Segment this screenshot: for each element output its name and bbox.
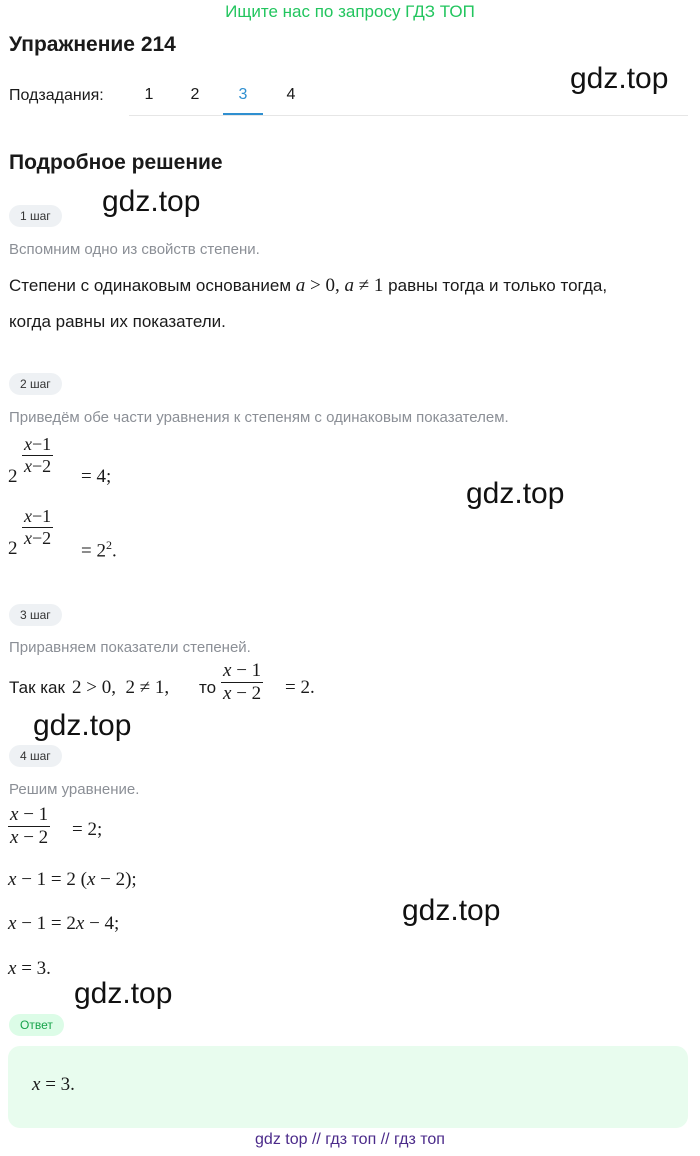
subtask-tab-2[interactable]: 2	[190, 86, 200, 103]
answer-box	[8, 1046, 688, 1128]
answer-badge: Ответ	[9, 1014, 64, 1036]
watermark: gdz.top	[570, 62, 669, 95]
step-text-part: Степени с одинаковым основанием	[9, 276, 292, 295]
step-hint: Вспомним одно из свойств степени.	[9, 241, 260, 258]
promo-banner: Ищите нас по запросу ГДЗ ТОП	[225, 2, 475, 21]
step-text	[9, 275, 607, 297]
subtask-tab-3[interactable]: 3	[238, 86, 248, 103]
step-text-part: равны тогда и только тогда,	[388, 276, 608, 295]
step-badge: 4 шаг	[9, 745, 62, 767]
math-expression: a > 0, a ≠ 1	[295, 275, 384, 296]
math-expression: = 2.	[285, 677, 315, 698]
equation: x − 1 = 2 (x − 2);	[8, 869, 137, 890]
exercise-title: Упражнение 214	[9, 33, 176, 56]
watermark: gdz.top	[402, 894, 501, 927]
equation: 2 $\frac{x-1}{x-2}$ = $2^2$.	[8, 506, 117, 562]
math-fraction: $\frac{x - 1}{x - 2}$	[223, 660, 262, 704]
math-expression: 2 > 0, 2 ≠ 1,	[72, 677, 170, 698]
equation: x = 3.	[8, 958, 51, 979]
subtask-tab-4[interactable]: 4	[286, 86, 296, 103]
step-text-part: Так как	[9, 678, 65, 697]
step-badge: 1 шаг	[9, 205, 62, 227]
watermark: gdz.top	[466, 477, 565, 510]
step-badge: 2 шаг	[9, 373, 62, 395]
subtasks-label: Подзадания:	[9, 87, 104, 104]
equation: x − 1 = 2x − 4;	[8, 913, 120, 934]
equation: $\frac{x - 1}{x - 2}$ = 2;	[10, 804, 103, 848]
active-tab-indicator	[223, 113, 263, 115]
watermark: gdz.top	[74, 977, 173, 1010]
equation: 2 $\frac{x-1}{x-2}$ = 4;	[8, 434, 112, 487]
footer-links: gdz top // гдз топ // гдз топ	[255, 1131, 445, 1148]
watermark: gdz.top	[102, 185, 201, 218]
subtask-tab-1[interactable]: 1	[144, 86, 154, 103]
step-hint: Приведём обе части уравнения к степеням с одинаковым показателем.	[9, 409, 509, 426]
section-title: Подробное решение	[9, 151, 223, 174]
answer-value: x = 3.	[32, 1074, 75, 1095]
step-badge: 3 шаг	[9, 604, 62, 626]
step-hint: Решим уравнение.	[9, 781, 140, 798]
step-text-part: то	[199, 678, 217, 697]
step-hint: Приравняем показатели степеней.	[9, 639, 251, 656]
step-text: когда равны их показатели.	[9, 312, 226, 331]
watermark: gdz.top	[33, 709, 132, 742]
